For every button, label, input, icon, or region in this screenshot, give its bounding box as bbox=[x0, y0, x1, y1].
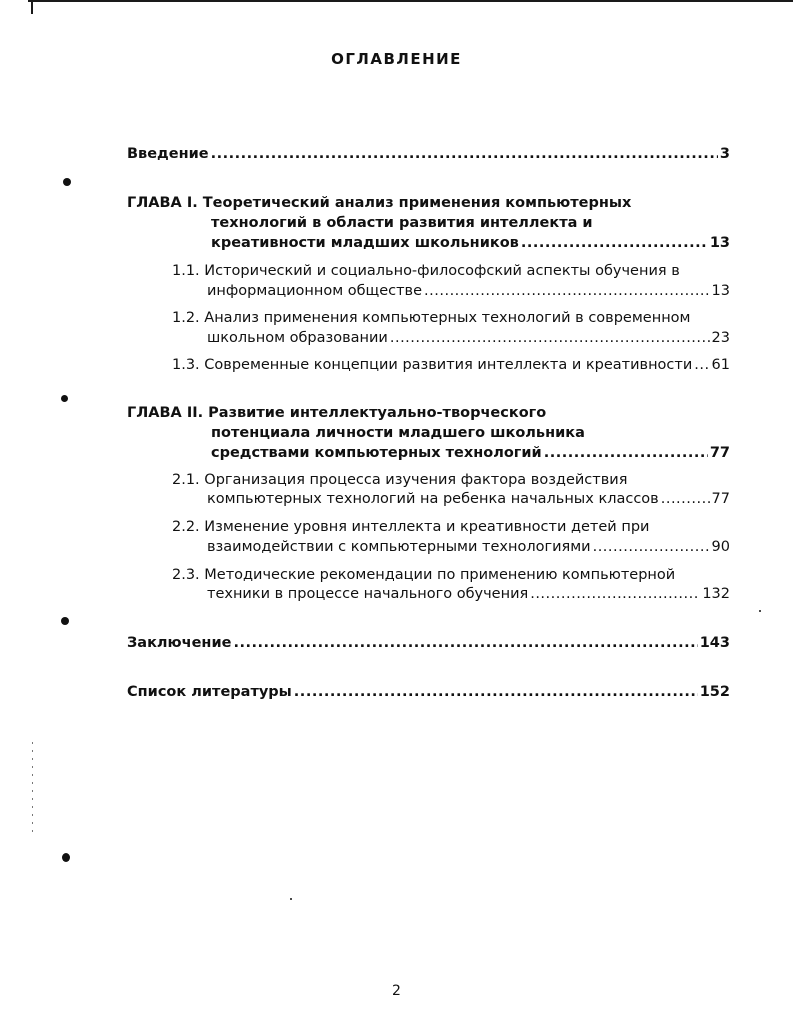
section-1-3-line1: 1.3. Современные концепции развития интеллекта и креативности bbox=[172, 357, 693, 373]
toc-page-number: 143 bbox=[699, 635, 730, 651]
dot-leader bbox=[211, 144, 718, 164]
dot-leader bbox=[233, 633, 697, 653]
toc-page-number: 13 bbox=[711, 283, 730, 299]
toc-page-number: 23 bbox=[711, 330, 730, 346]
toc-entry-section-1-2 bbox=[207, 328, 730, 348]
binding-hole-mark bbox=[61, 617, 69, 625]
dot-leader bbox=[694, 355, 709, 375]
chapter2-title-line1: ГЛАВА II. Развитие интеллектуально-творческого bbox=[127, 405, 547, 421]
toc-entry-section-1-3 bbox=[172, 355, 730, 375]
toc-entry-label: Список литературы bbox=[127, 684, 292, 700]
scan-margin-marks bbox=[32, 742, 33, 832]
chapter1-title-line3: креативности младших школьников bbox=[211, 235, 519, 251]
chapter1-title-line2: технологий в области развития интеллекта и bbox=[211, 215, 593, 231]
section-2-3-line2: техники в процессе начального обучения bbox=[207, 586, 529, 602]
scan-border-top bbox=[28, 0, 793, 2]
speck bbox=[759, 610, 761, 612]
section-2-2-line2: взаимодействии с компьютерными технологиями bbox=[207, 539, 591, 555]
toc-entry-bibliography bbox=[127, 682, 730, 702]
chapter2-title-line3: средствами компьютерных технологий bbox=[211, 445, 542, 461]
toc-page-number: 152 bbox=[699, 684, 730, 700]
dot-leader bbox=[544, 443, 708, 463]
toc-entry-intro bbox=[127, 144, 730, 164]
toc-page-number: 132 bbox=[702, 586, 730, 602]
binding-hole-mark bbox=[61, 395, 68, 402]
section-2-1-line1: 2.1. Организация процесса изучения фактора воздействия bbox=[172, 472, 628, 488]
dot-leader bbox=[530, 584, 700, 604]
scan-border-left bbox=[31, 0, 33, 14]
chapter1-title-line1: ГЛАВА I. Теоретический анализ применения компьютерных bbox=[127, 195, 632, 211]
toc-page-number: 3 bbox=[719, 146, 730, 162]
toc-page-number: 13 bbox=[709, 235, 730, 251]
section-1-2-line2: школьном образовании bbox=[207, 330, 388, 346]
page-number: 2 bbox=[392, 983, 401, 999]
toc-entry-label: Введение bbox=[127, 146, 209, 162]
toc-entry-section-1-1 bbox=[207, 281, 730, 301]
speck bbox=[290, 898, 292, 900]
dot-leader bbox=[294, 682, 698, 702]
dot-leader bbox=[521, 233, 708, 253]
chapter2-title-line2: потенциала личности младшего школьника bbox=[211, 425, 585, 441]
section-1-1-line1: 1.1. Исторический и социально-философский аспекты обучения в bbox=[172, 263, 680, 279]
toc-page-number: 90 bbox=[711, 539, 730, 555]
section-1-2-line1: 1.2. Анализ применения компьютерных технологий в современном bbox=[172, 310, 691, 326]
toc-page-number: 61 bbox=[711, 357, 730, 373]
toc-entry-section-2-1 bbox=[207, 489, 730, 509]
toc-entry-section-2-2 bbox=[207, 537, 730, 557]
toc-entry-chapter2 bbox=[211, 443, 730, 463]
binding-hole-mark bbox=[63, 178, 71, 186]
toc-entry-conclusion bbox=[127, 633, 730, 653]
section-2-1-line2: компьютерных технологий на ребенка начальных классов bbox=[207, 491, 659, 507]
toc-page-number: 77 bbox=[711, 491, 730, 507]
toc-entry-section-2-3 bbox=[207, 584, 730, 604]
toc-page-number: 77 bbox=[709, 445, 730, 461]
section-2-3-line1: 2.3. Методические рекомендации по применению компьютерной bbox=[172, 567, 676, 583]
section-2-2-line1: 2.2. Изменение уровня интеллекта и креативности детей при bbox=[172, 519, 650, 535]
page-title: ОГЛАВЛЕНИЕ bbox=[331, 50, 462, 68]
toc-entry-chapter1 bbox=[211, 233, 730, 253]
dot-leader bbox=[593, 537, 710, 557]
dot-leader bbox=[661, 489, 710, 509]
toc-entry-label: Заключение bbox=[127, 635, 232, 651]
section-1-1-line2: информационном обществе bbox=[207, 283, 423, 299]
dot-leader bbox=[424, 281, 710, 301]
dot-leader bbox=[390, 328, 710, 348]
binding-hole-mark bbox=[62, 853, 70, 862]
